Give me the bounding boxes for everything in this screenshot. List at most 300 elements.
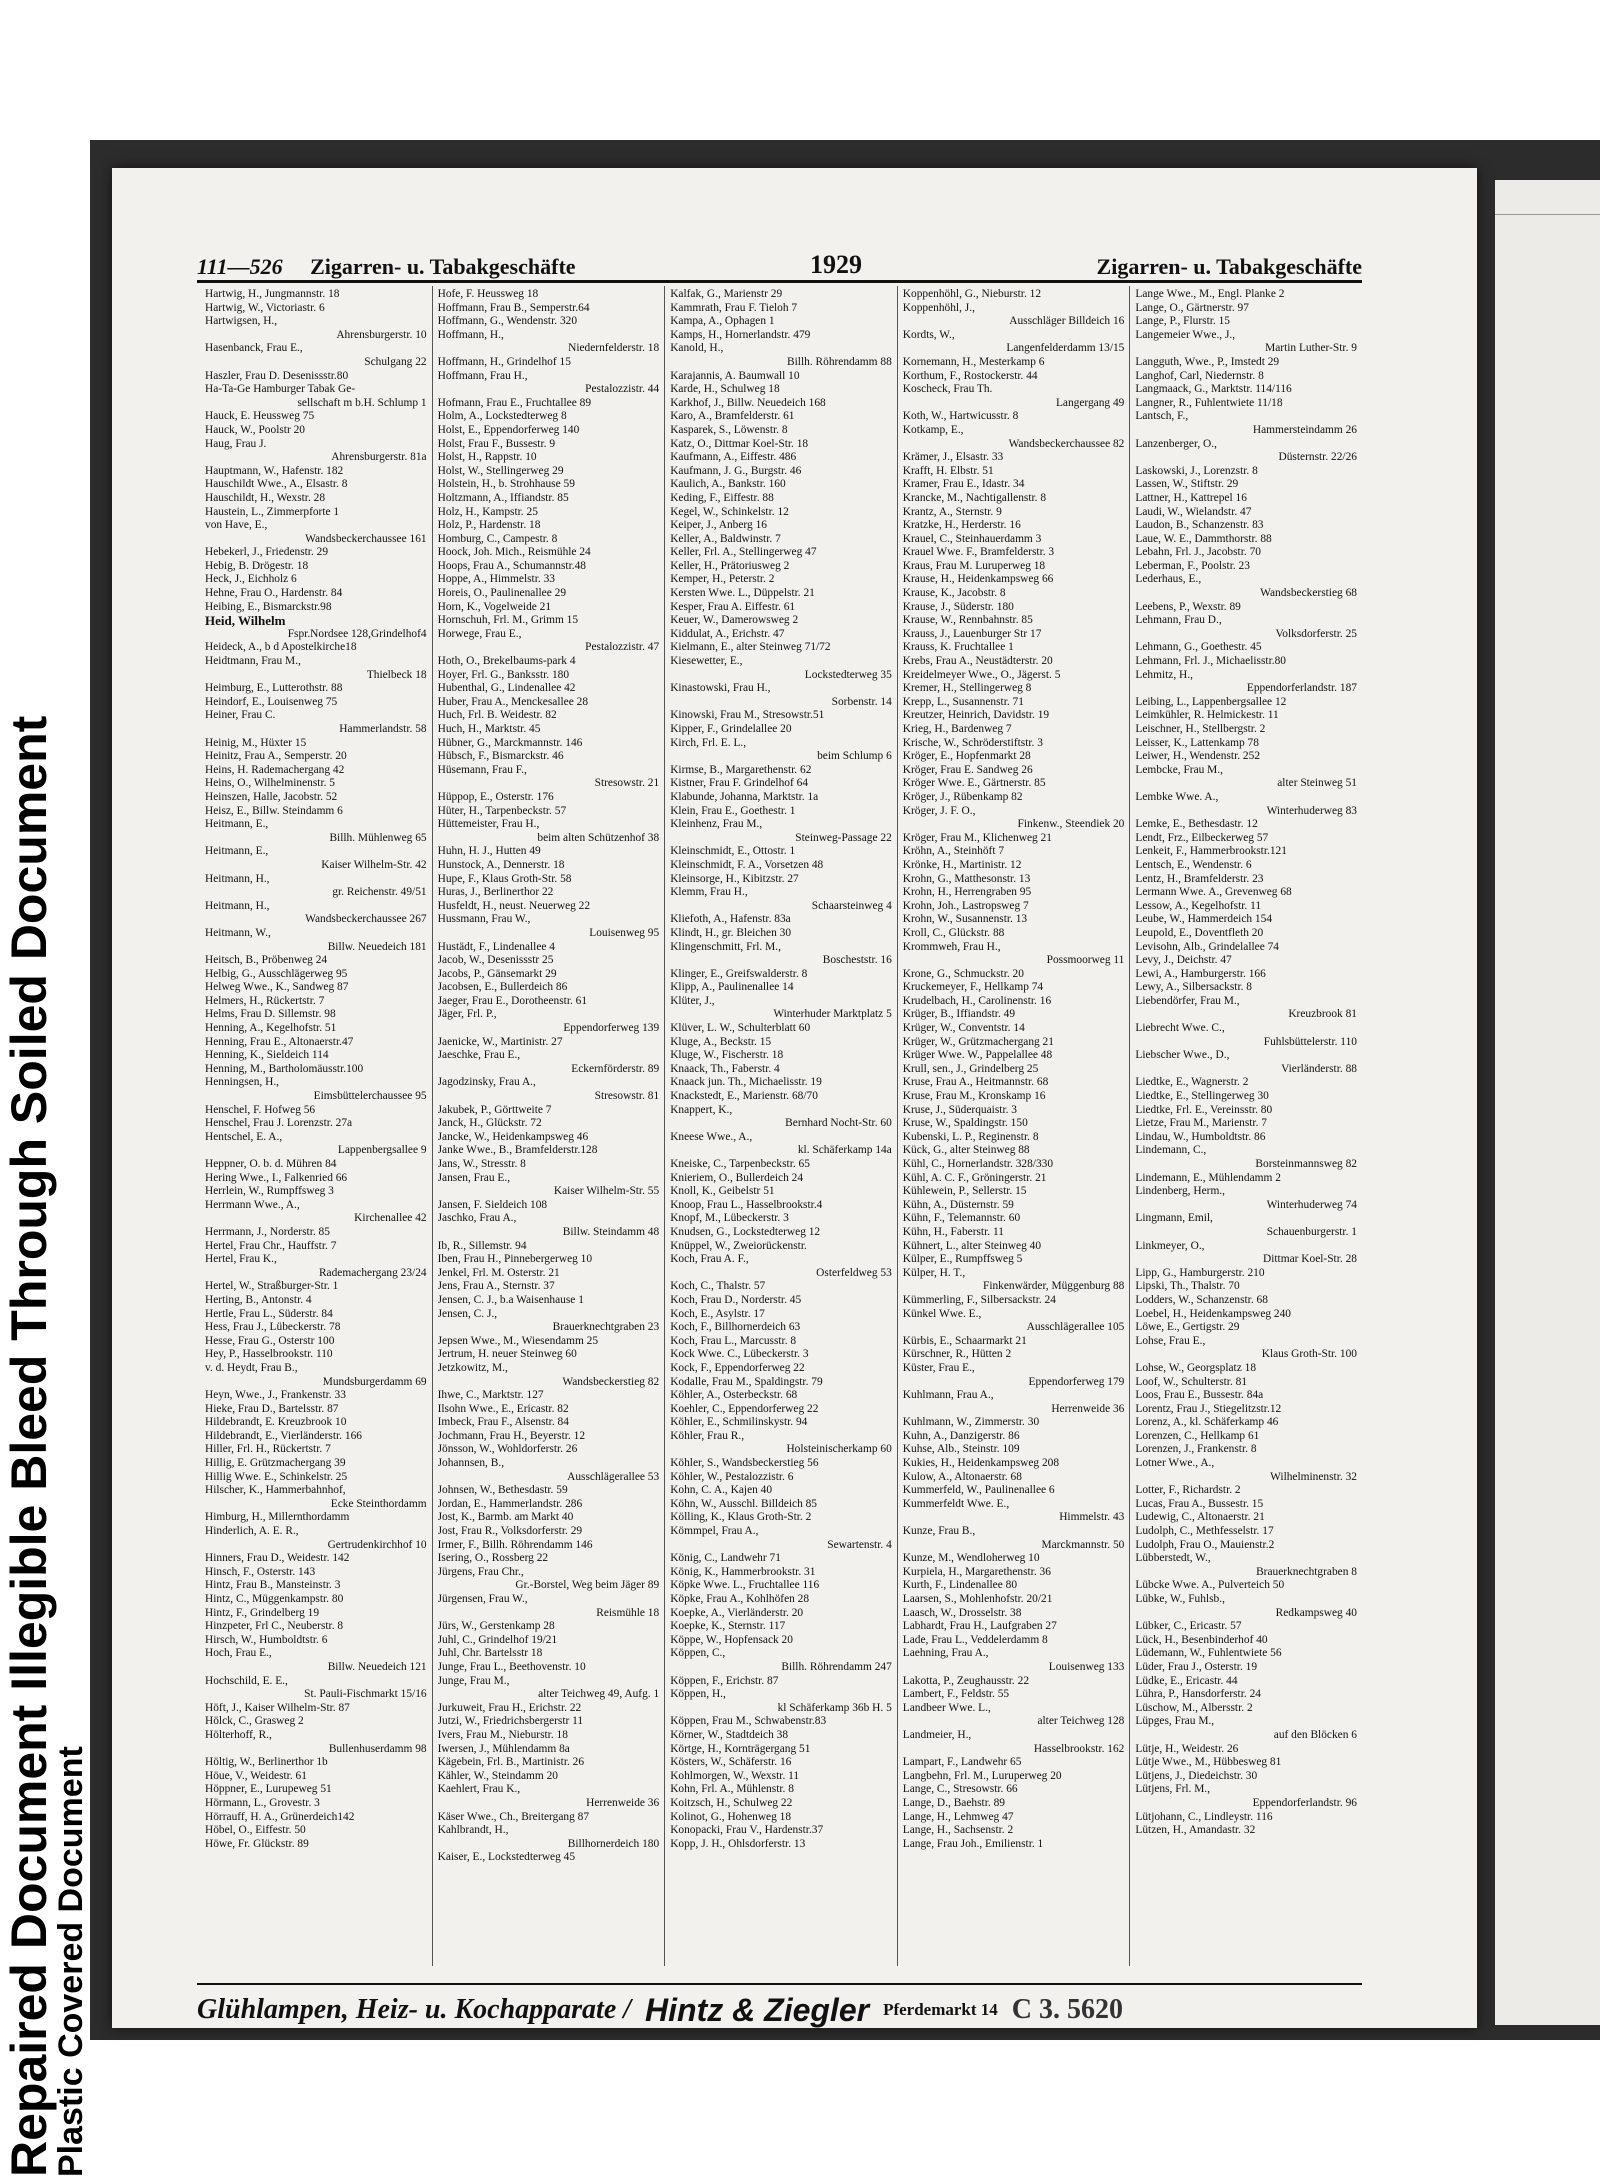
directory-entry: Hüppop, E., Osterstr. 176 — [437, 790, 554, 803]
directory-entry: Karo, A., Bramfelderstr. 61 — [670, 410, 795, 423]
directory-entry: Hüsemann, Frau F., — [437, 763, 527, 776]
directory-entry: Mundsburgerdamm 69 — [322, 1375, 427, 1388]
directory-entry: Billh. Mühlenweg 65 — [329, 831, 427, 844]
directory-entry: Keuer, W., Damerowsweg 2 — [670, 614, 799, 627]
directory-entry: Hinzpeter, Frl C., Neuberstr. 8 — [205, 1620, 344, 1633]
directory-entry: Lenkeit, F., Hammerbrookstr.121 — [1135, 845, 1287, 858]
directory-entry: Höue, V., Weidestr. 61 — [205, 1769, 307, 1782]
directory-entry: Langguth, Wwe., P., Imstedt 29 — [1135, 355, 1280, 368]
directory-entry: Lietze, Frau M., Marienstr. 7 — [1135, 1117, 1267, 1130]
directory-entry: Haug, Frau J. — [205, 437, 267, 450]
directory-entry: Heinszen, Halle, Jacobstr. 52 — [205, 790, 338, 803]
directory-entry: Lübberstedt, W., — [1135, 1552, 1211, 1565]
directory-entry: Krämer, J., Elsastr. 33 — [902, 451, 1004, 464]
directory-entry: Jönsson, W., Wohldorferstr. 26 — [437, 1443, 578, 1456]
directory-entry: Kürschner, R., Hütten 2 — [902, 1348, 1012, 1361]
footer-address: Pferdemarkt 14 — [883, 2000, 998, 2019]
directory-entry: Hoth, O., Brekelbaums-park 4 — [437, 655, 576, 668]
directory-entry: Lühra, P., Hansdorferstr. 24 — [1135, 1688, 1261, 1701]
directory-entry: Lanzenberger, O., — [1135, 437, 1217, 450]
directory-entry: Billw. Neuedeich 121 — [327, 1660, 427, 1673]
directory-entry: Höltig, W., Berlinerthor 1b — [205, 1756, 328, 1769]
directory-entry: Jost, K., Barmb. am Markt 40 — [437, 1511, 574, 1524]
directory-entry: Hussmann, Frau W., — [437, 913, 531, 926]
directory-entry: Lützen, H., Amandastr. 32 — [1135, 1824, 1256, 1837]
directory-entry: Kalfak, G., Marienstr 29 — [670, 288, 783, 300]
directory-entry: Heitmann, H., — [205, 899, 270, 912]
directory-entry: Laskowski, J., Lorenzstr. 8 — [1135, 464, 1258, 477]
directory-entry: Kock, F., Eppendorferweg 22 — [670, 1361, 805, 1374]
directory-entry: Heinitz, Frau A., Semperstr. 20 — [205, 750, 347, 763]
directory-entry: Köppe, W., Hopfensack 20 — [670, 1633, 793, 1646]
directory-entry: Hebig, B. Drögestr. 18 — [205, 559, 309, 572]
directory-entry: Holsteinischerkamp 60 — [786, 1443, 892, 1456]
directory-entry: Heibing, E., Bismarckstr.98 — [205, 600, 332, 613]
directory-entry: Wandsbeckerchaussee 267 — [305, 913, 427, 926]
directory-entry: Liebscher Wwe., D., — [1135, 1049, 1230, 1062]
directory-entry: Kock Wwe. C., Lübeckerstr. 3 — [670, 1348, 809, 1361]
directory-entry: Kück, G., alter Steinweg 88 — [902, 1144, 1030, 1157]
directory-entry: Kreutzer, Heinrich, Davidstr. 19 — [902, 709, 1050, 722]
directory-entry: Kaufmann, J. G., Burgstr. 46 — [670, 464, 802, 477]
directory-entry: Heisz, E., Billw. Steindamm 6 — [205, 804, 343, 817]
directory-entry: Lebahn, Frl. J., Jacobstr. 70 — [1135, 546, 1261, 559]
directory-entry: Junge, Frau L., Beethovenstr. 10 — [437, 1660, 586, 1673]
directory-entry: Koppenhöhl, G., Nieburstr. 12 — [902, 288, 1042, 300]
directory-entry: Koth, W., Hartwicusstr. 8 — [902, 410, 1019, 423]
directory-entry: Herrmann, J., Norderstr. 85 — [205, 1225, 330, 1238]
directory-entry: Jagodzinsky, Frau A., — [437, 1076, 536, 1089]
directory-entry: Karkhof, J., Billw. Neuedeich 168 — [670, 396, 826, 409]
directory-entry: Hoffmann, H., Grindelhof 15 — [437, 355, 571, 368]
directory-entry: Ihwe, C., Marktstr. 127 — [437, 1389, 544, 1402]
directory-entry: Kummerfeldt Wwe. E., — [902, 1497, 1010, 1510]
directory-entry: Kruckemeyer, F., Hellkamp 74 — [902, 981, 1044, 994]
directory-entry: Thielbeck 18 — [366, 668, 427, 681]
directory-entry: Lindau, W., Humboldtstr. 86 — [1135, 1130, 1266, 1143]
directory-entry: Kneiske, C., Tarpenbeckstr. 65 — [670, 1158, 810, 1170]
directory-entry: Köhler, E., Schmilinskystr. 94 — [670, 1416, 808, 1429]
directory-entry: Katz, O., Dittmar Koel-Str. 18 — [670, 437, 809, 450]
directory-entry: König, K., Hammerbrookstr. 31 — [670, 1565, 816, 1578]
directory-entry: Horwege, Frau E., — [437, 627, 522, 640]
directory-entry: Koch, C., Thalstr. 57 — [670, 1280, 766, 1293]
directory-entry: Kersten Wwe. L., Düppelstr. 21 — [670, 587, 815, 600]
directory-entry: Jertrum, H. neuer Steinweg 60 — [437, 1348, 577, 1361]
directory-entry: Hammersteindamm 26 — [1252, 423, 1357, 436]
directory-entry: Langmaack, G., Marktstr. 114/116 — [1135, 383, 1292, 396]
directory-entry: Köppen, C., — [670, 1647, 726, 1660]
directory-entry: Heitmann, E., — [205, 845, 269, 858]
directory-entry: Kegel, W., Schinkelstr. 12 — [670, 505, 789, 518]
directory-entry: Kulow, A., Altonaerstr. 68 — [902, 1470, 1022, 1483]
directory-entry: Billh. Röhrendamm 247 — [781, 1660, 892, 1673]
directory-entry: Hoch, Frau E., — [205, 1647, 272, 1660]
directory-entry: Lück, H., Besenbinderhof 40 — [1135, 1633, 1268, 1646]
directory-entry: Levisohn, Alb., Grindelallee 74 — [1135, 940, 1279, 953]
directory-entry: Kröger, J., Rübenkamp 82 — [902, 790, 1023, 803]
directory-entry: Höwe, Fr. Glückstr. 89 — [205, 1837, 309, 1850]
directory-entry: Eppendorferweg 179 — [1028, 1375, 1125, 1388]
directory-entry: Jost, Frau R., Volksdorferstr. 29 — [437, 1525, 583, 1538]
directory-entry: alter Teichweg 49, Aufg. 1 — [538, 1688, 660, 1701]
directory-entry: Lambert, F., Feldstr. 55 — [902, 1688, 1010, 1701]
directory-entry: Ilsohn Wwe., E., Ericastr. 82 — [437, 1402, 569, 1415]
directory-entry: Knopf, M., Lübeckerstr. 3 — [670, 1212, 789, 1225]
directory-entry: Leube, W., Hammerdeich 154 — [1135, 913, 1273, 926]
directory-entry: Keller, H., Prätoriusweg 2 — [670, 559, 790, 572]
directory-entry: Krauss, K. Fruchtallee 1 — [902, 641, 1014, 654]
directory-entry: Kohlmorgen, W., Wexstr. 11 — [670, 1769, 800, 1782]
directory-entry: Koch, Frau D., Norderstr. 45 — [670, 1293, 802, 1306]
directory-entry: Köpke Wwe. L., Fruchtallee 116 — [670, 1579, 820, 1592]
directory-entry: Herting, B., Antonstr. 4 — [205, 1293, 312, 1306]
directory-entry: Kiddulat, A., Erichstr. 47 — [670, 627, 785, 640]
directory-entry: Koch, F., Billhornerdeich 63 — [670, 1321, 801, 1334]
directory-entry: Steinweg-Passage 22 — [795, 831, 892, 844]
directory-entry: Heindorf, E., Louisenweg 75 — [205, 695, 338, 708]
directory-entry: Liedtke, E., Stellingerweg 30 — [1135, 1090, 1269, 1103]
directory-entry: Lindemann, E., Mühlendamm 2 — [1135, 1171, 1281, 1184]
directory-entry: Hauck, E. Heussweg 75 — [205, 410, 315, 423]
directory-entry: Lassen, W., Stiftstr. 29 — [1135, 478, 1239, 491]
directory-entry: Kordts, W., — [902, 328, 955, 341]
directory-entry: Hüttemeister, Frau H., — [437, 818, 540, 831]
directory-entry: Köhler, A., Osterbeckstr. 68 — [670, 1389, 798, 1402]
directory-entry: Labhardt, Frau H., Laufgraben 27 — [902, 1620, 1057, 1633]
directory-entry: Leberman, F., Poolstr. 23 — [1135, 559, 1250, 572]
directory-entry: Jans, W., Stresstr. 8 — [437, 1158, 526, 1170]
directory-entry: Koehler, C., Eppendorferweg 22 — [670, 1402, 819, 1415]
directory-entry: Kinowski, Frau M., Stresowstr.51 — [670, 709, 825, 722]
directory-entry: Redkampsweg 40 — [1275, 1606, 1357, 1619]
directory-entry: Heitmann, H., — [205, 872, 270, 885]
directory-entry: Lübcke Wwe. A., Pulverteich 50 — [1135, 1579, 1285, 1592]
directory-entry: Landmeier, H., — [902, 1728, 972, 1741]
directory-entry: Hauschildt, H., Wexstr. 28 — [205, 491, 326, 504]
directory-entry: Hasselbrookstr. 162 — [1033, 1742, 1125, 1755]
directory-entry: Juhl, C., Grindelhof 19/21 — [437, 1633, 558, 1646]
directory-entry: Jürgensen, Frau W., — [437, 1593, 528, 1605]
footer-brand: Hintz & Ziegler — [645, 1991, 870, 2028]
directory-entry: Heidtmann, Frau M., — [205, 655, 301, 668]
directory-entry: Lange, C., Stresowstr. 66 — [902, 1783, 1018, 1796]
directory-entry: Lederhaus, E., — [1135, 573, 1202, 586]
directory-entry: Höft, J., Kaiser Wilhelm-Str. 87 — [205, 1701, 350, 1714]
directory-entry: Winterhuderweg 83 — [1266, 804, 1357, 817]
directory-entry: Stresowstr. 81 — [594, 1090, 660, 1103]
directory-entry: Krebs, Frau A., Neustädterstr. 20 — [902, 655, 1053, 668]
directory-entry: Klindt, H., gr. Bleichen 30 — [670, 926, 792, 939]
directory-entry: Hammerlandstr. 58 — [339, 723, 427, 735]
directory-entry: Kodalle, Frau M., Spaldingstr. 79 — [670, 1375, 823, 1388]
directory-entry: kl Schäferkamp 36b H. 5 — [777, 1701, 892, 1714]
directory-entry: Kaiser Wilhelm-Str. 42 — [321, 858, 427, 871]
directory-entry: Koscheck, Frau Th. — [902, 383, 993, 396]
directory-entry: Kohn, C. A., Kajen 40 — [670, 1484, 773, 1497]
directory-column — [1130, 286, 1362, 1966]
directory-entry: Kneese Wwe., A., — [670, 1130, 753, 1143]
directory-entry: Wandsbeckerstieg 68 — [1260, 587, 1357, 600]
directory-entry: Kammrath, Frau F. Tieloh 7 — [670, 301, 798, 314]
directory-entry: Hochschild, E. E., — [205, 1674, 288, 1687]
directory-entry: Lüdemann, W., Fuhlentwiete 56 — [1135, 1647, 1282, 1660]
directory-entry: Kremer, H., Stellingerweg 8 — [902, 682, 1032, 695]
directory-entry: Knudsen, G., Lockstedterweg 12 — [670, 1225, 821, 1238]
directory-entry: Herrmann Wwe., A., — [205, 1198, 300, 1211]
directory-entry: Helbig, G., Ausschlägerweg 95 — [205, 967, 348, 980]
directory-entry: Liedtke, E., Wagnerstr. 2 — [1135, 1076, 1249, 1089]
directory-entry: Krommweh, Frau H., — [902, 940, 1001, 953]
directory-entry: Helweg Wwe., K., Sandweg 87 — [205, 981, 349, 994]
directory-column — [898, 286, 1131, 1966]
directory-entry: Jensen, C. J., b.a Waisenhause 1 — [437, 1293, 584, 1306]
directory-entry: Kümmerling, F., Silbersackstr. 24 — [902, 1293, 1056, 1306]
directory-entry: Jaeschke, Frau E., — [437, 1049, 521, 1062]
directory-entry: Janke Wwe., B., Bramfelderstr.128 — [437, 1144, 598, 1157]
directory-entry: Lange, O., Gärtnerstr. 97 — [1135, 301, 1249, 314]
directory-entry: Osterfeldweg 53 — [816, 1266, 892, 1279]
directory-entry: Karajannis, A. Baumwall 10 — [670, 369, 800, 382]
directory-entry: Lampart, F., Landwehr 65 — [902, 1756, 1022, 1769]
directory-entry: Loos, Frau E., Bussestr. 84a — [1135, 1389, 1264, 1402]
directory-entry: Hertle, Frau L., Süderstr. 84 — [205, 1307, 333, 1320]
directory-entry: Hertel, W., Straßburger-Str. 1 — [205, 1280, 339, 1293]
directory-entry: Lipski, Th., Thalstr. 70 — [1135, 1280, 1240, 1293]
directory-entry: Körtge, H., Kornträgergang 51 — [670, 1742, 811, 1755]
directory-entry: Kluge, A., Beckstr. 15 — [670, 1035, 772, 1048]
directory-entry: Hofmann, Frau E., Fruchtallee 89 — [437, 396, 592, 409]
directory-entry: Lattner, H., Kattrepel 16 — [1135, 491, 1247, 504]
directory-entry: Krohn, G., Matthesonstr. 13 — [902, 872, 1031, 885]
directory-entry: Krohn, W., Susannenstr. 13 — [902, 913, 1028, 926]
directory-entry: Brauerknechtgraben 23 — [552, 1321, 660, 1334]
directory-entry: Himmelstr. 43 — [1059, 1511, 1125, 1524]
directory-entry: Koch, Frau L., Marcusstr. 8 — [670, 1334, 797, 1347]
directory-entry: Ahrensburgerstr. 10 — [336, 328, 427, 341]
directory-entry: Finkenwärder, Müggenburg 88 — [982, 1280, 1125, 1293]
directory-entry: Hehne, Frau O., Hardenstr. 84 — [205, 587, 343, 600]
directory-entry: Heppner, O. b. d. Mühren 84 — [205, 1158, 337, 1170]
directory-entry: Liebendörfer, Frau M., — [1135, 994, 1240, 1007]
directory-entry: Leisser, K., Lattenkamp 78 — [1135, 736, 1259, 749]
directory-entry: Krone, G., Schmuckstr. 20 — [902, 967, 1024, 980]
directory-entry: Jakubek, P., Görttweite 7 — [437, 1103, 552, 1116]
directory-entry: Kasparek, S., Löwenstr. 8 — [670, 423, 788, 436]
directory-columns — [200, 286, 1362, 1966]
directory-entry: Knüppel, W., Zweiorückenstr. — [670, 1239, 807, 1252]
directory-entry: Kotkamp, E., — [902, 423, 964, 436]
directory-entry: Leupold, E., Doventfleth 20 — [1135, 926, 1264, 939]
directory-entry: Hauptmann, W., Hafenstr. 182 — [205, 464, 344, 477]
directory-entry: Lehmitz, H., — [1135, 668, 1193, 681]
directory-entry: Klemm, Frau H., — [670, 886, 748, 899]
directory-entry: Hoppe, A., Himmelstr. 33 — [437, 573, 555, 586]
directory-entry: Kubenski, L. P., Reginenstr. 8 — [902, 1130, 1039, 1143]
directory-entry: Leimkühler, R. Helmickestr. 11 — [1135, 709, 1279, 722]
directory-entry: Kürbis, E., Schaarmarkt 21 — [902, 1334, 1027, 1347]
directory-entry: Leibing, L., Lappenbergsallee 12 — [1135, 695, 1287, 708]
directory-entry: Hebekerl, J., Friedenstr. 29 — [205, 546, 329, 559]
directory-entry: Löwe, E., Gertigstr. 29 — [1135, 1321, 1240, 1334]
directory-entry: Krause, J., Süderstr. 180 — [902, 600, 1014, 613]
directory-entry: Kurpiela, H., Margarethenstr. 36 — [902, 1565, 1051, 1578]
directory-entry: Kaufmann, A., Eiffestr. 486 — [670, 451, 797, 464]
directory-entry: Lohse, W., Georgsplatz 18 — [1135, 1361, 1257, 1374]
directory-entry: Kanold, H., — [670, 342, 724, 355]
directory-entry: Laasch, W., Drosselstr. 38 — [902, 1606, 1022, 1619]
directory-entry: Billw. Steindamm 48 — [562, 1225, 660, 1238]
directory-entry: Krieg, H., Bardenweg 7 — [902, 723, 1012, 735]
directory-entry: Hess, Frau J., Lübeckerstr. 78 — [205, 1321, 341, 1334]
directory-entry: Lessow, A., Kegelhofstr. 11 — [1135, 899, 1262, 912]
directory-entry: Sorbenstr. 14 — [831, 695, 892, 708]
directory-entry: Horn, K., Vogelweide 21 — [437, 600, 552, 613]
directory-entry: Hölck, C., Grasweg 2 — [205, 1715, 304, 1728]
directory-entry: Lütjens, J., Diedeichstr. 30 — [1135, 1769, 1258, 1782]
directory-entry: Keller, A., Baldwinstr. 7 — [670, 532, 781, 545]
directory-entry: Lucas, Frau A., Bussestr. 15 — [1135, 1497, 1264, 1510]
directory-entry: Lermann Wwe. A., Grevenweg 68 — [1135, 886, 1292, 899]
directory-entry: Kukies, H., Heidenkampsweg 208 — [902, 1457, 1060, 1470]
directory-entry: Lange, Frau Joh., Emilienstr. 1 — [902, 1837, 1044, 1850]
directory-entry: Kreuzbrook 81 — [1288, 1008, 1357, 1021]
directory-entry: Huch, H., Marktstr. 45 — [437, 723, 541, 735]
directory-entry: Lüder, Frau J., Osterstr. 19 — [1135, 1660, 1258, 1673]
directory-entry: Hoffmann, H., — [437, 328, 504, 341]
directory-entry: Hintz, F., Grindelberg 19 — [205, 1606, 320, 1619]
side-label-primary: Repaired Document Illegible Bleed Through Soiled Document — [1, 715, 57, 2177]
directory-entry: Holst, E., Eppendorferweg 140 — [437, 423, 580, 436]
directory-entry: beim alten Schützenhof 38 — [537, 831, 660, 844]
directory-entry: auf den Blöcken 6 — [1273, 1728, 1357, 1741]
directory-entry: Heiner, Frau C. — [205, 709, 276, 722]
directory-entry: Laarsen, S., Mohlenhofstr. 20/21 — [902, 1593, 1053, 1605]
directory-entry: Kunze, M., Wendloherweg 10 — [902, 1552, 1040, 1565]
directory-entry: Lüdke, E., Ericastr. 44 — [1135, 1674, 1238, 1687]
directory-entry: Herrenweide 36 — [1051, 1402, 1125, 1415]
directory-entry: Hesse, Frau G., Osterstr 100 — [205, 1334, 335, 1347]
directory-entry: Jacobs, P., Gänsemarkt 29 — [437, 967, 557, 980]
directory-entry: Hoffmann, G., Wendenstr. 320 — [437, 315, 578, 328]
directory-entry: Lüschow, M., Albersstr. 2 — [1135, 1701, 1253, 1714]
directory-entry: Johannsen, B., — [437, 1457, 505, 1470]
directory-entry: Wandsbeckerstieg 82 — [562, 1375, 660, 1388]
directory-entry: Klaus Groth-Str. 100 — [1261, 1348, 1357, 1361]
directory-entry: Husfeldt, H., neust. Neuerweg 22 — [437, 899, 591, 912]
header-title-left: Zigarren- u. Tabakgeschäfte — [310, 254, 576, 279]
directory-entry: Juhl, Chr. Bartelsstr 18 — [437, 1647, 543, 1660]
directory-entry: Jaschko, Frau A., — [437, 1212, 517, 1225]
directory-entry: Hunstock, A., Dennerstr. 18 — [437, 858, 565, 871]
directory-entry: Kölling, K., Klaus Groth-Str. 2 — [670, 1511, 812, 1524]
directory-entry: Klingenschmitt, Frl. M., — [670, 940, 781, 953]
directory-entry: Lütjens, Frl. M., — [1135, 1783, 1211, 1796]
directory-entry: Eppendorferlandstr. 96 — [1252, 1796, 1357, 1809]
directory-entry: Henning, Frau E., Altonaerstr.47 — [205, 1035, 354, 1048]
directory-entry: Bernhard Nocht-Str. 60 — [785, 1117, 892, 1130]
directory-entry: Hupe, F., Klaus Groth-Str. 58 — [437, 872, 572, 885]
directory-entry: Rademachergang 23/24 — [318, 1266, 427, 1279]
directory-entry: Kruse, W., Spaldingstr. 150 — [902, 1117, 1028, 1130]
directory-entry: Kleinschmidt, E., Ottostr. 1 — [670, 845, 796, 858]
advertisement-footer — [197, 1983, 1362, 2035]
directory-entry: Heitsch, B., Pröbenweg 24 — [205, 954, 328, 967]
directory-entry: Laudi, W., Wielandstr. 47 — [1135, 505, 1252, 518]
directory-entry: Lange Wwe., M., Engl. Planke 2 — [1135, 288, 1285, 300]
directory-entry: Lehmann, Frau D., — [1135, 614, 1222, 627]
directory-entry: Hilscher, K., Hammerbahnhof, — [205, 1484, 346, 1497]
directory-entry: Krepp, L., Susannenstr. 71 — [902, 695, 1024, 708]
directory-entry: Huras, J., Berlinerthor 22 — [437, 886, 554, 899]
directory-entry: Köppen, H., — [670, 1688, 726, 1701]
directory-entry: Kolinot, G., Hohenweg 18 — [670, 1810, 792, 1823]
directory-entry: Lotner Wwe., A., — [1135, 1457, 1215, 1470]
directory-entry: Hintz, C., Müggenkampstr. 80 — [205, 1593, 344, 1605]
directory-entry: Knappert, K., — [670, 1103, 733, 1116]
directory-entry: Jürgens, Frau Chr., — [437, 1565, 524, 1578]
directory-entry: Wandsbeckerchaussee 161 — [305, 532, 427, 545]
directory-entry: Homburg, C., Campestr. 8 — [437, 532, 558, 545]
directory-entry: Hölterhoff, R., — [205, 1728, 272, 1741]
directory-entry: Körner, W., Stadtdeich 38 — [670, 1728, 789, 1741]
directory-entry: Kühlewein, P., Sellerstr. 15 — [902, 1185, 1027, 1198]
directory-entry: Lewy, A., Silbersackstr. 8 — [1135, 981, 1253, 994]
directory-entry: Fspr.Nordsee 128,Grindelhof4 — [287, 627, 427, 640]
directory-entry: Laue, W. E., Dammthorstr. 88 — [1135, 532, 1272, 545]
directory-entry: Huhn, H. J., Hutten 49 — [437, 845, 541, 858]
directory-entry: Leebens, P., Wexstr. 89 — [1135, 600, 1241, 613]
directory-entry: Knoop, Frau L., Hasselbrookstr.4 — [670, 1198, 823, 1211]
directory-entry: Kampa, A., Ophagen 1 — [670, 315, 775, 328]
directory-entry: Krafft, H. Elbstr. 51 — [902, 464, 994, 477]
directory-entry: Winterhuderweg 74 — [1266, 1198, 1357, 1211]
directory-entry: Lembcke, Frau M., — [1135, 763, 1223, 776]
directory-entry: alter Steinweg 51 — [1277, 777, 1357, 790]
directory-entry: Jordan, E., Hammerlandstr. 286 — [437, 1497, 583, 1510]
directory-entry: Holst, W., Stellingerweg 29 — [437, 464, 564, 477]
directory-entry: Hauck, W., Poolstr 20 — [205, 423, 305, 436]
directory-entry: Heyn, Wwe., J., Frankenstr. 33 — [205, 1389, 346, 1402]
directory-entry: Holst, Frau F., Bussestr. 9 — [437, 437, 556, 450]
directory-entry: Huch, Frl. B. Weidestr. 82 — [437, 709, 557, 722]
directory-entry: Kuhlmann, W., Zimmerstr. 30 — [902, 1416, 1040, 1429]
directory-entry: Jochmann, Frau H., Beyerstr. 12 — [437, 1429, 586, 1442]
directory-entry: Iwersen, J., Mühlendamm 8a — [437, 1742, 570, 1755]
directory-entry: Hentschel, E. A., — [205, 1130, 283, 1143]
directory-entry: Kistner, Frau F. Grindelhof 64 — [670, 777, 809, 790]
directory-entry: Krauel, C., Steinhauerdamm 3 — [902, 532, 1042, 545]
directory-entry: Köppen, Frau M., Schwabenstr.83 — [670, 1715, 827, 1728]
directory-entry: Krische, W., Schröderstiftstr. 3 — [902, 736, 1043, 749]
directory-entry: Haszler, Frau D. Desenissstr.80 — [205, 369, 349, 382]
directory-entry: Boscheststr. 16 — [822, 954, 892, 967]
directory-entry: Langergang 49 — [1055, 396, 1125, 409]
directory-entry: Kröger, Frau E. Sandweg 26 — [902, 763, 1033, 776]
directory-entry: Hiller, Frl. H., Rückertstr. 7 — [205, 1443, 331, 1456]
directory-entry: Hildebrandt, E. Kreuzbrook 10 — [205, 1416, 347, 1429]
directory-entry: Heins, O., Wilhelminenstr. 5 — [205, 777, 335, 790]
page-header — [197, 240, 1362, 283]
directory-entry: Borsteinmannsweg 82 — [1255, 1158, 1357, 1170]
directory-entry: Louisenweg 133 — [1048, 1660, 1125, 1673]
directory-entry: Köhn, W., Ausschl. Billdeich 85 — [670, 1497, 818, 1510]
directory-entry: Imbeck, Frau F., Alsenstr. 84 — [437, 1416, 569, 1429]
directory-entry: Kroll, C., Glückstr. 88 — [902, 926, 1005, 939]
directory-entry: Kratzke, H., Herderstr. 16 — [902, 519, 1021, 532]
directory-entry: Jansen, Frau E., — [437, 1171, 511, 1184]
directory-entry: Jensen, C. J., — [437, 1307, 498, 1320]
